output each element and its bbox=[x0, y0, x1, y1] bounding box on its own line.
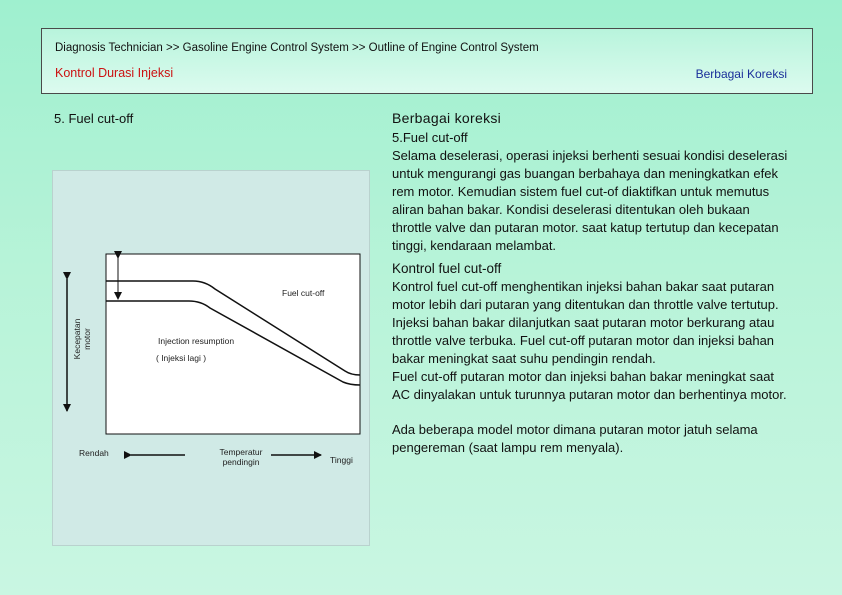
page-title: Kontrol Durasi Injeksi bbox=[55, 66, 174, 80]
header-bar bbox=[41, 28, 813, 94]
x-axis-title-line2: pendingin bbox=[222, 457, 260, 467]
y-axis-label-line2: motor bbox=[81, 328, 92, 350]
description-subtitle: 5.Fuel cut-off bbox=[392, 130, 468, 145]
breadcrumb: Diagnosis Technician >> Gasoline Engine Control System >> Outline of Engine Control System bbox=[55, 42, 539, 54]
label-injection-resumption: Injection resumption bbox=[158, 336, 235, 346]
description-paragraph-2: Kontrol fuel cut-off menghentikan injeksi bahan bakar saat putaran motor lebih dari putaran yang ditentukan dan throttle valve tertutup. Injeksi bahan bakar dilanjutkan saat putaran motor berkurang atau throttle valve terbuka. Fuel cut-off putaran motor dan injeksi bahan bakar meningkat saat suhu pendingin rendah. bbox=[392, 279, 779, 366]
diagram-graphic bbox=[53, 171, 371, 547]
label-injeksi-lagi: ( Injeksi lagi ) bbox=[156, 353, 207, 363]
description-column bbox=[392, 109, 792, 457]
x-axis-high-label: Tinggi bbox=[330, 455, 353, 465]
x-axis-title-line1: Temperatur bbox=[219, 447, 263, 457]
y-axis-label-line1: Kecepatan bbox=[72, 318, 82, 360]
description-paragraph-1: Selama deselerasi, operasi injeksi berhenti sesuai kondisi deselerasi untuk mengurangi gas buangan berbahaya dan meningkatkan efek rem motor. Kemudian sistem fuel cut-of diaktifkan untuk memutus aliran bahan bakar. Kondisi deselerasi ditentukan oleh bukaan throttle valve dan putaran motor. saat katup tertutup dan kecepatan tinggi, kendaraan melambat. bbox=[392, 148, 788, 253]
x-axis-low-label: Rendah bbox=[79, 448, 109, 458]
description-paragraph-4: Ada beberapa model motor dimana putaran motor jatuh selama pengereman (saat lampu rem menyala). bbox=[392, 422, 758, 455]
y-axis-label bbox=[73, 307, 92, 371]
berbagai-koreksi-link[interactable]: Berbagai Koreksi bbox=[695, 67, 787, 81]
description-paragraph-3: Fuel cut-off putaran motor dan injeksi bahan bakar meningkat saat AC dinyalakan untuk turunnya putaran motor dan berhentinya motor. bbox=[392, 369, 787, 402]
spacer bbox=[392, 404, 792, 421]
fuel-cut-diagram bbox=[52, 170, 370, 546]
label-fuel-cut-off: Fuel cut-off bbox=[282, 288, 325, 298]
description-title: Berbagai koreksi bbox=[392, 110, 502, 126]
section-title: 5. Fuel cut-off bbox=[54, 111, 134, 126]
x-axis-title bbox=[211, 447, 271, 467]
kontrol-fuel-cut-heading: Kontrol fuel cut-off bbox=[392, 261, 502, 276]
